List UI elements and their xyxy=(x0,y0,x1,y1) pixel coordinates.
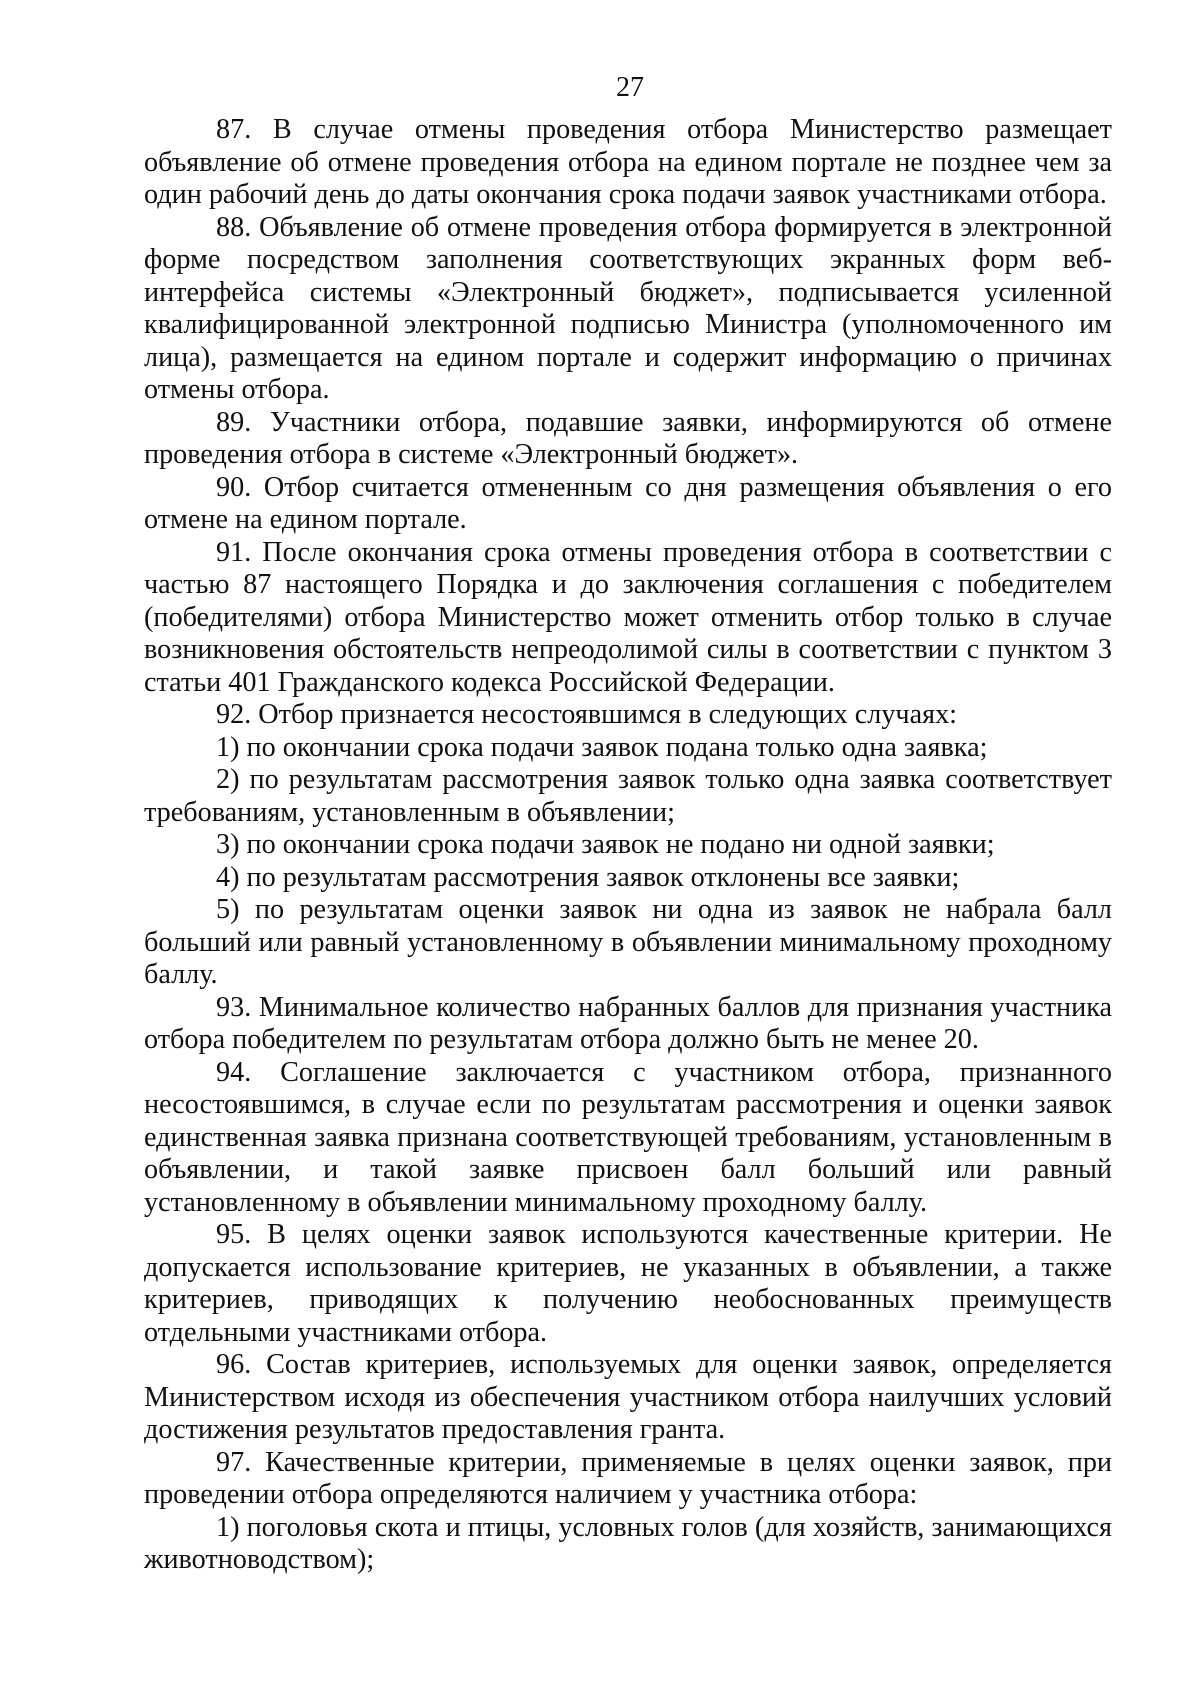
paragraph-90: 90. Отбор считается отмененным со дня размещения объявления о его отмене на едином портале. xyxy=(144,471,1112,535)
document-body xyxy=(144,114,1112,1577)
paragraph-92: 92. Отбор признается несостоявшимся в следующих случаях: xyxy=(216,699,958,730)
list-item-92-2: 2) по результатам рассмотрения заявок только одна заявка соответствует требованиям, установленным в объявлении; xyxy=(144,764,1112,828)
paragraph-96: 96. Состав критериев, используемых для оценки заявок, определяется Министерством исходя из обеспечения участником отбора наилучших условий достижения результатов предоставления гранта. xyxy=(144,1349,1112,1445)
paragraph-94: 94. Соглашение заключается с участником отбора, признанного несостоявшимся, в случае если по результатам рассмотрения и оценки заявок единственная заявка признана соответствующей требованиям, установленным в объявлении, и такой заявке присвоен балл больший или равный установленному в объявлении минимальному проходному баллу. xyxy=(144,1056,1112,1218)
paragraph-88: 88. Объявление об отмене проведения отбора формируется в электронной форме посредством заполнения соответствующих экранных форм веб-интерфейса системы «Электронный бюджет», подписывается усиленной квалифицированной электронной подписью Министра (уполномоченного им лица), размещается на едином портале и содержит информацию о причинах отмены отбора. xyxy=(144,211,1112,405)
paragraph-95: 95. В целях оценки заявок используются качественные критерии. Не допускается использование критериев, не указанных в объявлении, а также критериев, приводящих к получению необоснованных преимуществ отдельными участниками отбора. xyxy=(144,1219,1112,1348)
page-number: 27 xyxy=(616,72,644,103)
list-item-92-3: 3) по окончании срока подачи заявок не подано ни одной заявки; xyxy=(216,829,995,860)
paragraph-97: 97. Качественные критерии, применяемые в целях оценки заявок, при проведении отбора определяются наличием у участника отбора: xyxy=(144,1446,1112,1510)
paragraph-93: 93. Минимальное количество набранных баллов для признания участника отбора победителем по результатам отбора должно быть не менее 20. xyxy=(144,991,1112,1055)
list-item-92-5: 5) по результатам оценки заявок ни одна из заявок не набрала балл больший или равный установленному в объявлении минимальному проходному баллу. xyxy=(144,894,1112,990)
list-item-92-4: 4) по результатам рассмотрения заявок отклонены все заявки; xyxy=(216,861,960,893)
paragraph-89: 89. Участники отбора, подавшие заявки, информируются об отмене проведения отбора в системе «Электронный бюджет». xyxy=(144,406,1112,470)
paragraph-91: 91. После окончания срока отмены проведения отбора в соответствии с частью 87 настоящего Порядка и до заключения соглашения с победителем (победителями) отбора Министерство может отменить отбор только в случае возникновения обстоятельств непреодолимой силы в соответствии с пунктом 3 статьи 401 Гражданского кодекса Российской Федерации. xyxy=(144,536,1112,698)
list-item-92-1: 1) по окончании срока подачи заявок подана только одна заявка; xyxy=(216,731,988,763)
list-item-97-1: 1) поголовья скота и птицы, условных голов (для хозяйств, занимающихся животноводством); xyxy=(144,1511,1112,1575)
paragraph-87: 87. В случае отмены проведения отбора Министерство размещает объявление об отмене проведения отбора на едином портале не позднее чем за один рабочий день до даты окончания срока подачи заявок участниками отбора. xyxy=(144,114,1112,210)
